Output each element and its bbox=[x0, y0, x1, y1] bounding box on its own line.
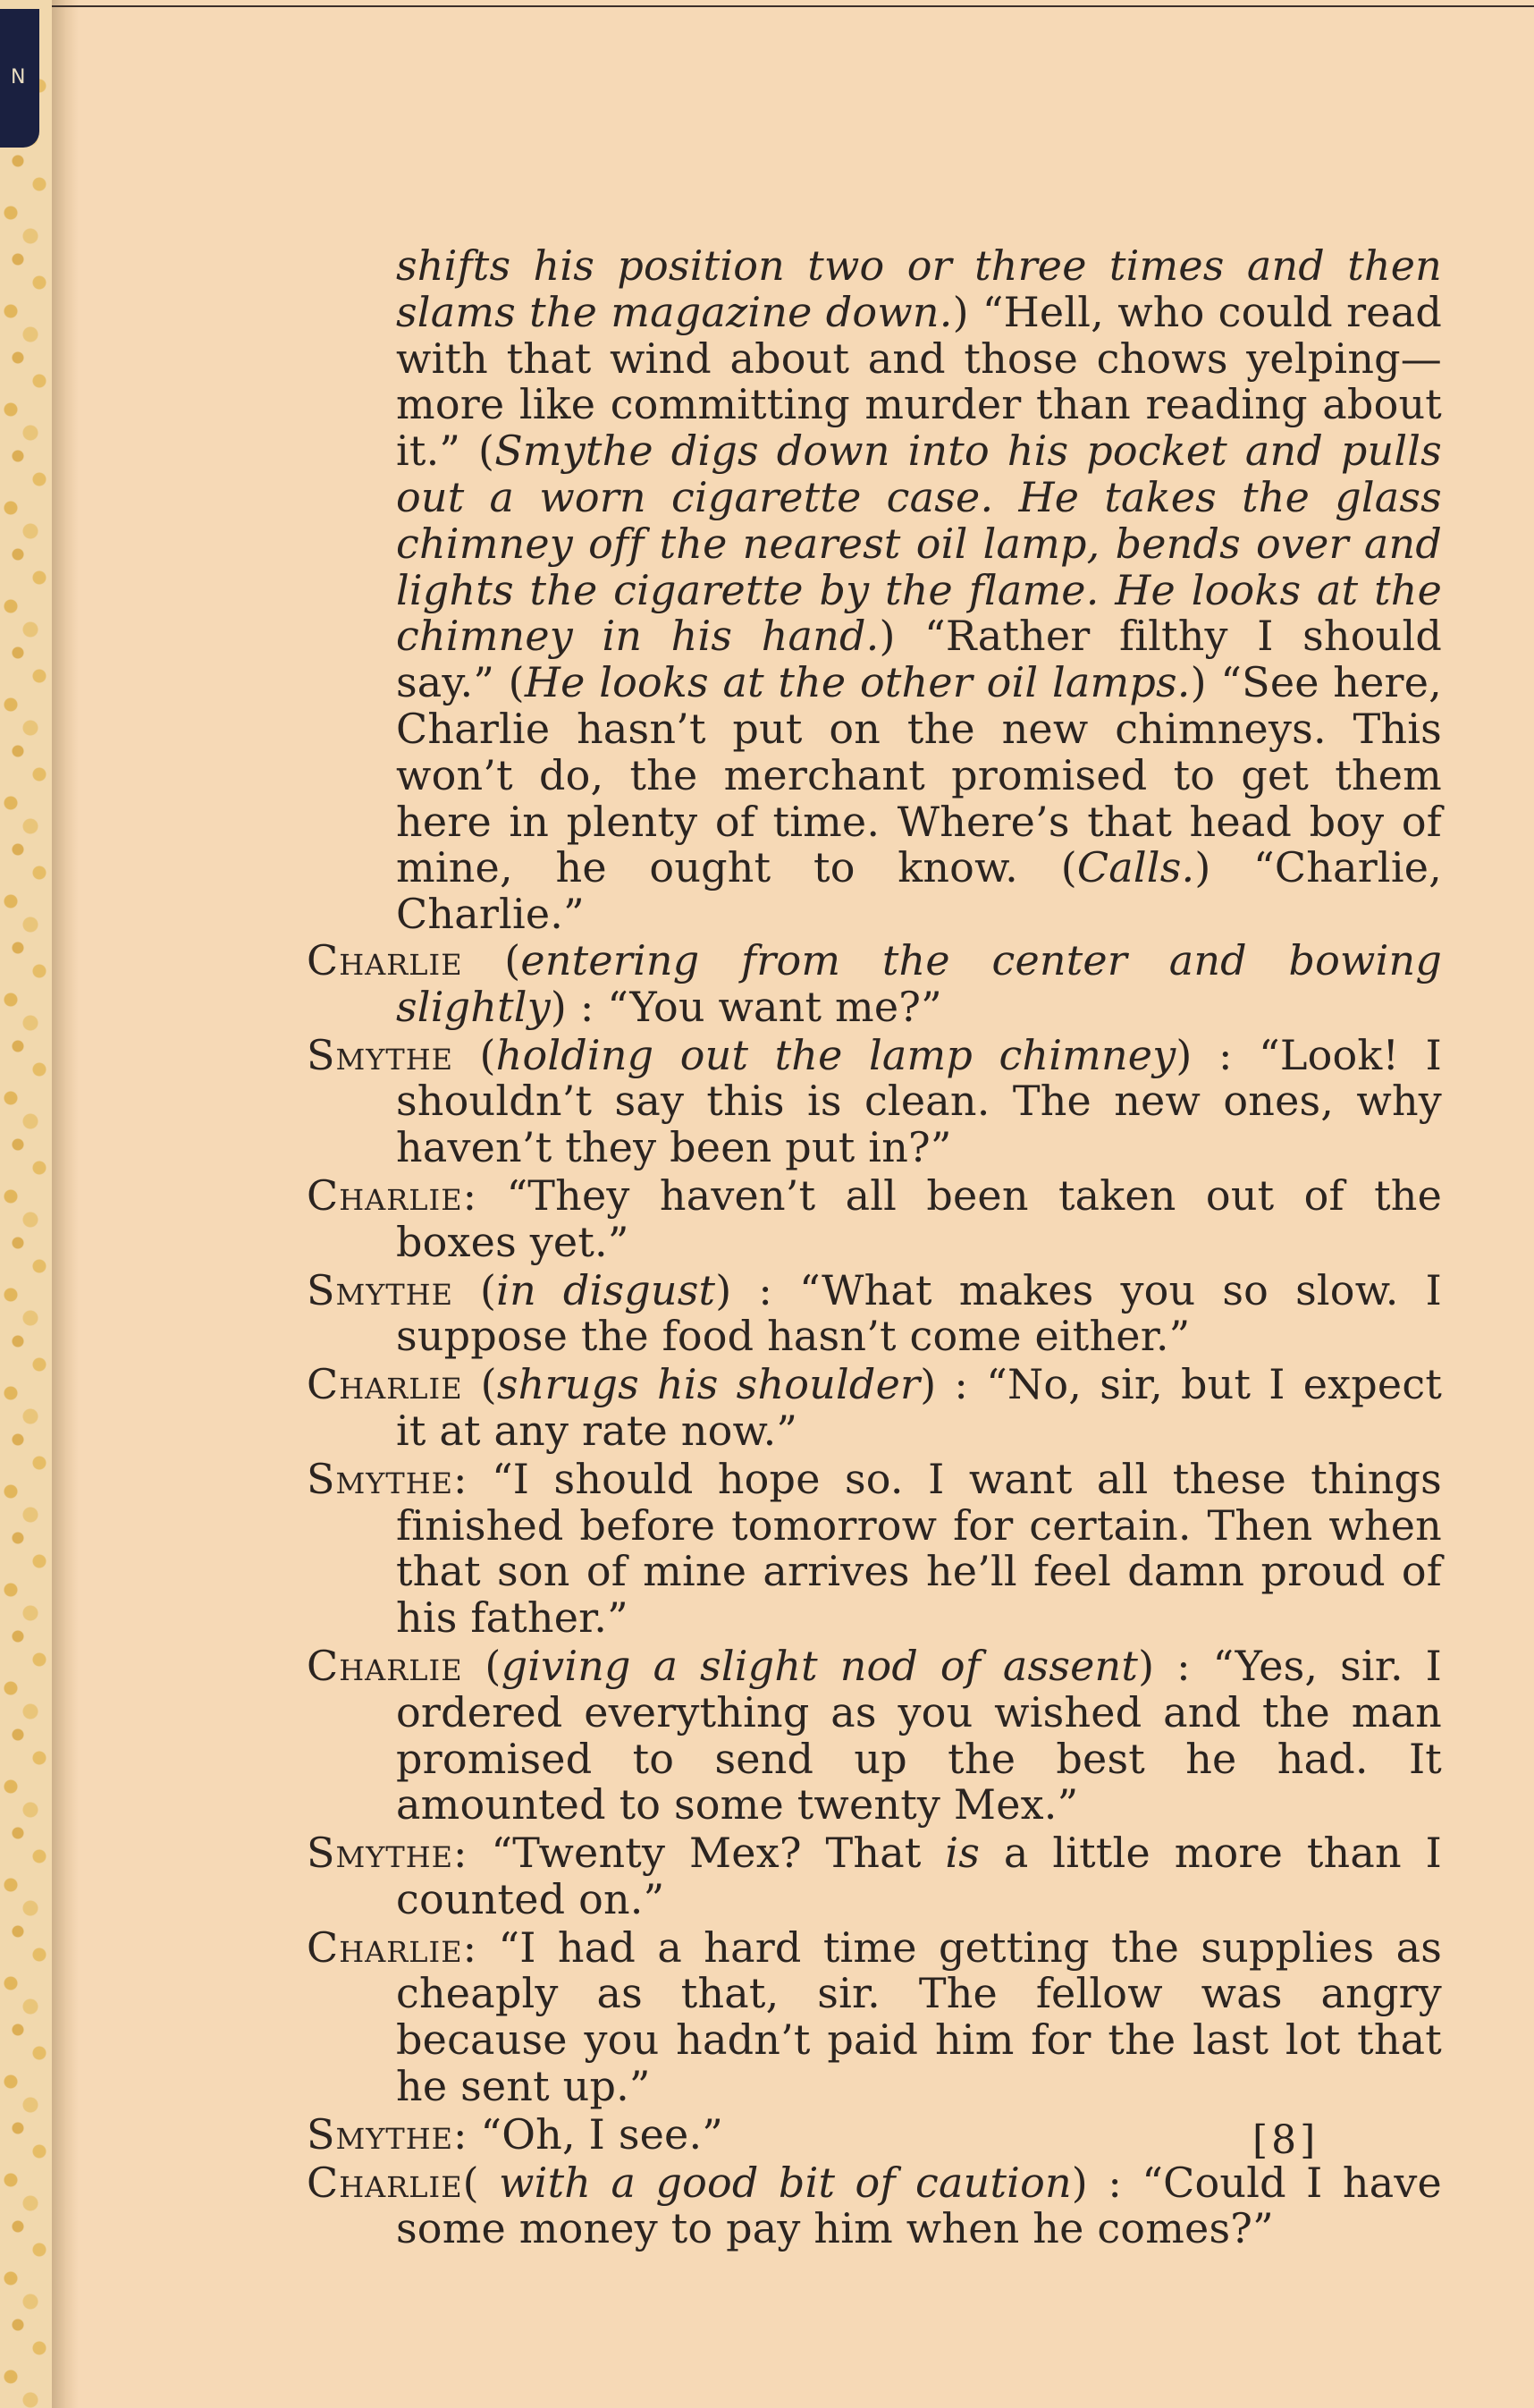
dialogue-text: ) “Rather filthy I should say.” ( bbox=[396, 612, 1443, 707]
dialogue-paragraph bbox=[307, 1170, 1442, 1266]
dialogue-text: : “Twenty Mex? That bbox=[453, 1829, 946, 1878]
stage-direction: holding out the lamp chimney bbox=[495, 1030, 1176, 1079]
dialogue-paragraph bbox=[307, 1030, 1442, 1172]
dialogue-text: ( bbox=[462, 935, 521, 984]
dialogue-paragraph bbox=[307, 1830, 1442, 1923]
stage-direction: shifts his position two or three times and then slams the magazine down. bbox=[396, 241, 1442, 336]
stage-direction: with a good bit of caution bbox=[499, 2158, 1072, 2207]
page-text-body bbox=[307, 243, 1442, 2254]
dialogue-paragraph bbox=[307, 2160, 1442, 2253]
dialogue-paragraph bbox=[307, 1362, 1442, 1455]
stage-direction: is bbox=[945, 1829, 981, 1878]
dialogue-text: ( bbox=[462, 1641, 502, 1690]
page-top-edge bbox=[52, 5, 1534, 7]
stage-direction: He looks at the other oil lamps. bbox=[524, 658, 1191, 707]
speaker-name: Smythe bbox=[307, 2109, 454, 2159]
speaker-name: Charlie bbox=[307, 2158, 463, 2207]
speaker-name: Smythe bbox=[307, 1030, 454, 1079]
dialogue-text: ) : “Look! I shouldn’t say this is clean. The new ones, why haven’t they been put in?” bbox=[396, 1030, 1442, 1172]
dialogue-text: ) “Charlie, Charlie.” bbox=[396, 843, 1443, 939]
dialogue-text: ( bbox=[453, 1030, 496, 1079]
dialogue-text: ) : “You want me?” bbox=[550, 982, 942, 1031]
continuation-paragraph bbox=[396, 243, 1442, 938]
dialogue-paragraph bbox=[307, 1643, 1442, 1829]
dialogue-text: : “They haven’t all been taken out of the boxes yet.” bbox=[396, 1170, 1442, 1266]
stage-direction: entering from the center and bowing slightly bbox=[396, 935, 1442, 1031]
book-spine-tab bbox=[0, 9, 39, 148]
dialogue-text: a little more than I counted on.” bbox=[396, 1829, 1442, 1923]
dialogue-paragraph bbox=[307, 1265, 1443, 1361]
dialogue-paragraph bbox=[307, 935, 1442, 1031]
stage-direction: Smythe digs down into his pocket and pulls out a worn cigarette case. He takes the glass chimney off the nearest oil lamp, bends over and lights the cigarette by the flame. He looks at the chimney in his hand. bbox=[396, 427, 1442, 661]
decorative-endpaper bbox=[0, 0, 52, 2408]
speaker-name: Smythe bbox=[307, 1829, 454, 1878]
dialogue-text: ( bbox=[462, 1360, 497, 1409]
dialogue-text: ) : “What makes you so slow. I suppose the food hasn’t come either.” bbox=[396, 1265, 1443, 1361]
speaker-name: Smythe bbox=[307, 1454, 454, 1503]
dialogue-text: ) : “Yes, sir. I ordered everything as you wished and the man promised to send up the best he had. It amounted to some twenty Mex.” bbox=[396, 1641, 1443, 1829]
stage-direction: in disgust bbox=[496, 1265, 716, 1314]
spine-tab-letter: N bbox=[11, 66, 26, 89]
dialogue-text: ( bbox=[453, 1265, 497, 1314]
page-number: [8] bbox=[1252, 2117, 1319, 2163]
stage-direction: giving a slight nod of assent bbox=[501, 1641, 1139, 1690]
page-gutter-shadow bbox=[52, 0, 79, 2408]
stage-direction: shrugs his shoulder bbox=[496, 1360, 921, 1409]
dialogue-text: ( bbox=[462, 2158, 500, 2207]
dialogue-text: ) : “No, sir, but I expect it at any rate now.” bbox=[396, 1360, 1443, 1455]
speaker-name: Charlie bbox=[307, 1170, 463, 1220]
dialogue-paragraph bbox=[307, 1922, 1442, 2111]
speaker-name: Charlie bbox=[307, 935, 463, 984]
dialogue-text: ) “See here, Charlie hasn’t put on the new chimneys. This won’t do, the merchant promised to get them here in plenty of time. Where’s that head boy of mine, he ought to know. ( bbox=[396, 658, 1442, 892]
speaker-name: Charlie bbox=[307, 1641, 463, 1690]
dialogue-text: : “Oh, I see.” bbox=[453, 2109, 724, 2159]
dialogue-text: ) “Hell, who could read with that wind about and those chows yelping—more like committing murder than reading about it.” ( bbox=[396, 287, 1442, 476]
dialogue-paragraph bbox=[307, 1454, 1442, 1643]
dialogue-text: ) : “Could I have some money to pay him when he comes?” bbox=[396, 2158, 1442, 2253]
dialogue-text: : “I should hope so. I want all these things finished before tomorrow for certain. Then when that son of mine arrives he’ll feel damn proud of his father.” bbox=[396, 1454, 1442, 1643]
speaker-name: Charlie bbox=[307, 1922, 463, 1972]
speaker-name: Charlie bbox=[307, 1360, 463, 1409]
dialogue-text: : “I had a hard time getting the supplies as cheaply as that, sir. The fellow was angry because you hadn’t paid him for the last lot that he sent up.” bbox=[396, 1922, 1442, 2111]
stage-direction: Calls. bbox=[1076, 843, 1195, 892]
speaker-name: Smythe bbox=[307, 1265, 454, 1314]
